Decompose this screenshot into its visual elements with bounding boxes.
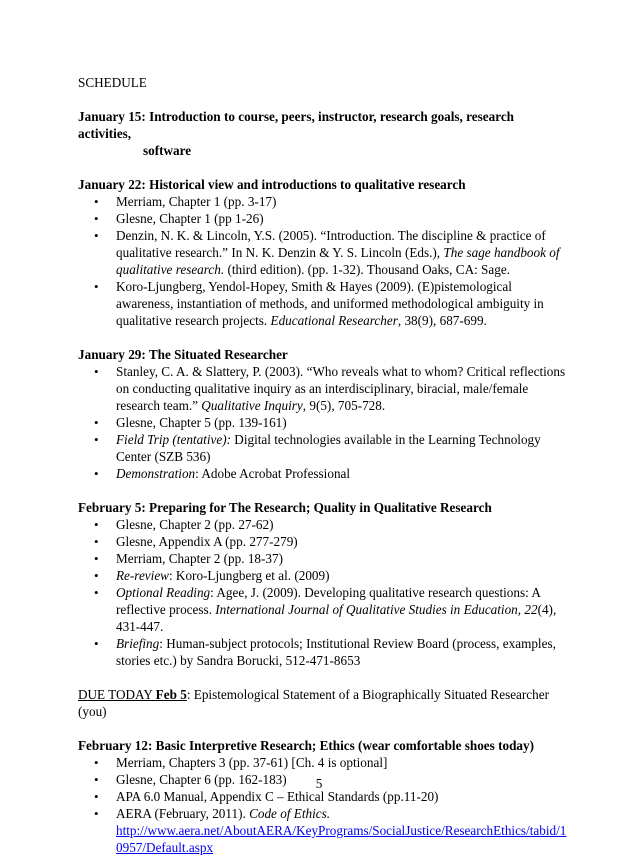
week-jan-15: [78, 108, 570, 159]
list-item: [94, 363, 570, 414]
activity-label: Field Trip (tentative):: [116, 432, 231, 447]
list-item-text: Glesne, Chapter 6 (pp. 162-183): [116, 772, 287, 787]
list-item-text: (4), 431-447.: [116, 602, 557, 634]
week-jan-22: [78, 176, 570, 329]
list-item-text: Koro-Ljungberg, Yendol-Hopey, Smith & Hayes (2009). (E)pistemological awareness, instantiation of methods, and uniformed methodological ambiguity in qualitative research projects.: [116, 279, 544, 328]
due-text: : Epistemological Statement of a Biographically Situated Researcher (you): [78, 687, 549, 719]
list-item: [94, 567, 570, 584]
week-title: February 5: Preparing for The Research; Quality in Qualitative Research: [78, 500, 492, 515]
list-item-text: Merriam, Chapter 1 (pp. 3-17): [116, 194, 277, 209]
week-title: January 22: Historical view and introductions to qualitative research: [78, 177, 466, 192]
journal-title: International Journal of Qualitative Studies in Education, 22: [215, 602, 538, 617]
list-item: [94, 278, 570, 329]
list-item-text: : Adobe Acrobat Professional: [195, 466, 351, 481]
list-item-text: Glesne, Chapter 2 (pp. 27-62): [116, 517, 274, 532]
book-title: The sage handbook of qualitative research.: [116, 245, 560, 277]
list-item: [94, 805, 570, 856]
list-item-text: : Koro-Ljungberg et al. (2009): [168, 568, 330, 583]
activity-label: Re-review: [116, 568, 169, 583]
due-date: Feb 5: [155, 687, 187, 702]
activity-label: Demonstration: [116, 466, 196, 481]
week-title: January 29: The Situated Researcher: [78, 347, 288, 362]
aera-ethics-link[interactable]: http://www.aera.net/AboutAERA/KeyPrograms/SocialJustice/ResearchEthics/tabid/10957/Default.aspx: [116, 823, 567, 855]
reading-list: [78, 363, 570, 482]
list-item-text: AERA (February, 2011).: [116, 806, 250, 821]
week-feb-5: [78, 499, 570, 669]
page-number: 5: [315, 776, 323, 791]
list-item: [94, 210, 570, 227]
reading-list: [78, 516, 570, 669]
week-title: [78, 108, 570, 159]
list-item: [94, 584, 570, 635]
list-item: [94, 414, 570, 431]
list-item-text: Merriam, Chapter 2 (pp. 18-37): [116, 551, 283, 566]
list-item: [94, 227, 570, 278]
journal-title: Educational Researcher: [270, 313, 398, 328]
list-item-text: : Agee, J. (2009). Developing qualitative research questions: A reflective process.: [116, 585, 541, 617]
list-item: [94, 193, 570, 210]
schedule-heading: SCHEDULE: [78, 75, 147, 90]
document-title: Code of Ethics.: [249, 806, 331, 821]
journal-title: Qualitative Inquiry: [201, 398, 303, 413]
week-jan-29: [78, 346, 570, 482]
list-item-text: : Human-subject protocols; Institutional Review Board (process, examples, stories etc.) by Sandra Borucki, 512-471-8653: [116, 636, 556, 668]
due-label: DUE TODAY: [78, 687, 156, 702]
week-title-line2: software: [143, 143, 192, 158]
list-item: [94, 754, 570, 771]
document-page: [78, 74, 570, 856]
list-item-text: Merriam, Chapters 3 (pp. 37-61) [Ch. 4 is optional]: [116, 755, 388, 770]
list-item-text: Glesne, Chapter 5 (pp. 139-161): [116, 415, 287, 430]
list-item-text: , 38(9), 687-699.: [397, 313, 487, 328]
list-item-text: Glesne, Chapter 1 (pp 1-26): [116, 211, 264, 226]
week-title: February 12: Basic Interpretive Research; Ethics (wear comfortable shoes today): [78, 738, 534, 753]
week-feb-12: [78, 737, 570, 856]
list-item-text: (third edition). (pp. 1-32). Thousand Oaks, CA: Sage.: [224, 262, 510, 277]
list-item: [94, 465, 570, 482]
list-item-text: APA 6.0 Manual, Appendix C – Ethical Standards (pp.11-20): [116, 789, 439, 804]
activity-label: Optional Reading: [116, 585, 211, 600]
list-item: [94, 533, 570, 550]
reading-list: [78, 754, 570, 856]
list-item-text: Stanley, C. A. & Slattery, P. (2003). “Who reveals what to whom? Critical reflections on conducting qualitative inquiry as an interdisciplinary, biracial, male/female research team.”: [116, 364, 566, 413]
week-title-line1: January 15: Introduction to course, peers, instructor, research goals, research activities,: [78, 109, 515, 141]
list-item-text: , 9(5), 705-728.: [302, 398, 386, 413]
reading-list: [78, 193, 570, 329]
list-item-text: Denzin, N. K. & Lincoln, Y.S. (2005). “Introduction. The discipline & practice of qualitative research.” In N. K. Denzin & Y. S. Lincoln (Eds.),: [116, 228, 546, 260]
list-item: [94, 516, 570, 533]
list-item: [94, 431, 570, 465]
list-item-text: Glesne, Appendix A (pp. 277-279): [116, 534, 298, 549]
activity-label: Briefing: [116, 636, 160, 651]
list-item: [94, 550, 570, 567]
due-notice: [78, 686, 570, 720]
list-item: [94, 635, 570, 669]
list-item-text: Digital technologies available in the Learning Technology Center (SZB 536): [116, 432, 541, 464]
